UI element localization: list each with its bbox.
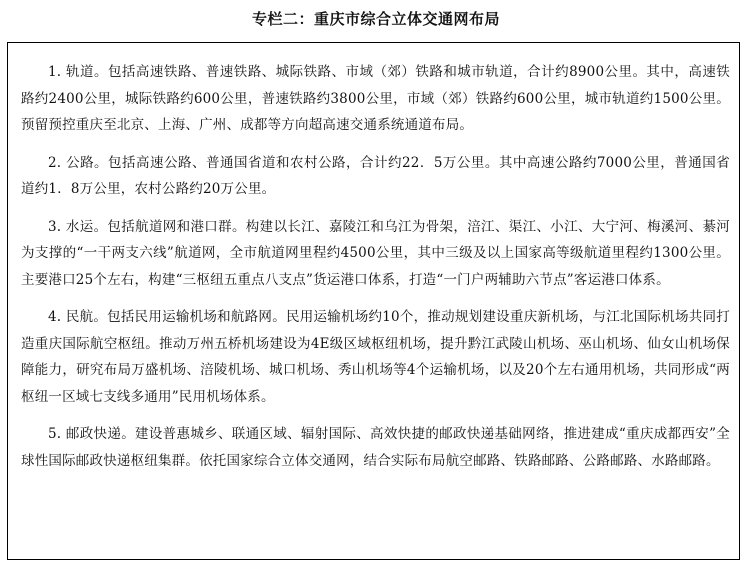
section-waterway: 3. 水运。包括航道网和港口群。构建以长江、嘉陵江和乌江为骨架，涪江、渠江、小江、大宁河、梅溪河、綦河为支撑的“一干两支六线”航道网，全市航道网里程约4500公里，其中三级及以上国家高等级航道里程约1300公里。主要港口25个左右，构建“三枢纽五重点八支点”货运港口体系，打造“一门户两辅助六节点”客运港口体系。: [21, 218, 730, 288]
box-title: 专栏二：重庆市综合立体交通网布局: [251, 10, 500, 28]
section-rail: 1. 轨道。包括高速铁路、普速铁路、城际铁路、市域（郊）铁路和城市轨道，合计约8900公里。其中，高速铁路约2400公里，城际铁路约600公里，普速铁路约3800公里，市域（郊）铁路约600公里，城市轨道约1500公里。预留预控重庆至北京、上海、广州、成都等方向超高速交通系统通道布局。: [21, 64, 730, 133]
sidebar-box: [7, 42, 740, 560]
section-highway: 2. 公路。包括高速公路、普通国省道和农村公路，合计约22．5万公里。其中高速公路约7000公里，普通国省道约1．8万公里，农村公路约20万公里。: [21, 154, 730, 197]
section-aviation: 4. 民航。包括民用运输机场和航路网。民用运输机场约10个，推动规划建设重庆新机场，与江北国际机场共同打造重庆国际航空枢纽。推动万州五桥机场建设为4E级区域枢纽机场，提升黔江武陵山机场、巫山机场、仙女山机场保障能力，研究布局万盛机场、涪陵机场、城口机场、秀山机场等4个运输机场，以及20个左右通用机场，共同形成“两枢纽一区域七支线多通用”民用机场体系。: [21, 309, 730, 405]
section-postal-express: 5. 邮政快递。建设普惠城乡、联通区域、辐射国际、高效快捷的邮政快递基础网络，推进建成“重庆成都西安”全球性国际邮政快递枢纽集群。依托国家综合立体交通网，结合实际布局航空邮路、铁路邮路、公路邮路、水路邮路。: [21, 426, 730, 469]
